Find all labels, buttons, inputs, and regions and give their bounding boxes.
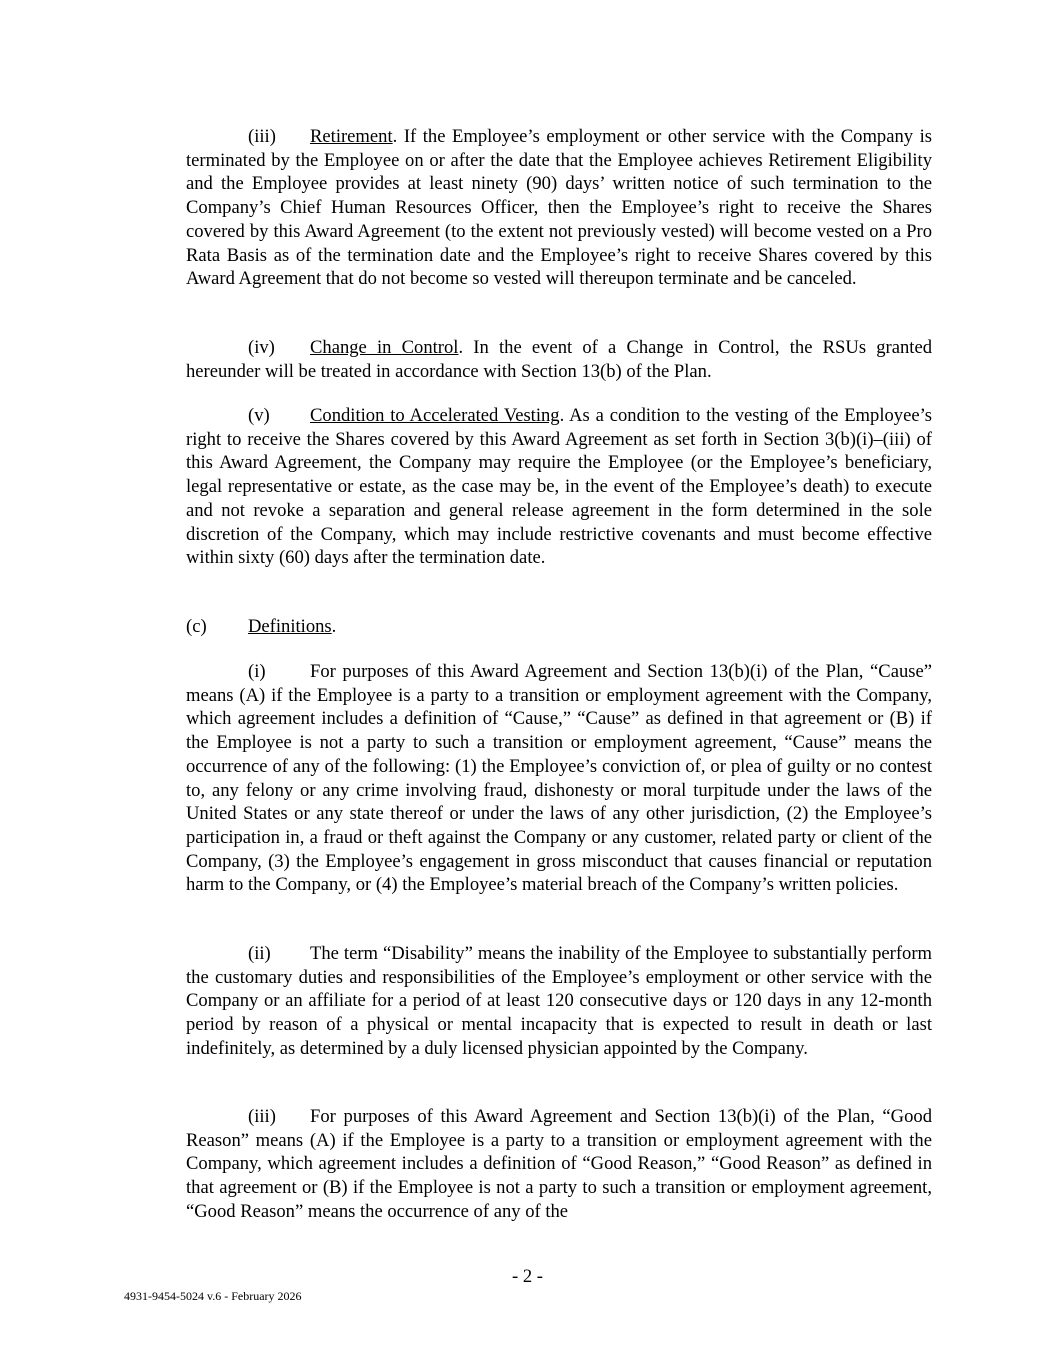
paragraph-cause-definition <box>186 660 932 897</box>
paragraph-good-reason-definition <box>186 1105 932 1224</box>
section-text: . <box>331 616 337 637</box>
paragraph-number: (i) <box>248 661 266 682</box>
page-number: - 2 - <box>512 1266 543 1287</box>
document-id: 4931-9454-5024 v.6 - February 2026 <box>124 1289 302 1303</box>
paragraph-text: For purposes of this Award Agreement and Section 13(b)(i) of the Plan, “Cause” means (A) if the Employee is a party to a transition or employment agreement with the Company, which agreement includes a definition of “Cause,” “Cause” as defined in that agreement or (B) if the Employee is not a party to such a transition or employment agreement, “Cause” means the occurrence of any of the following: (1) the Employee’s conviction of, or plea of guilty or no contest to, any felony or any crime involving fraud, dishonesty or moral turpitude under the laws of the United States or any state thereof or under the laws of any other jurisdiction, (2) the Employee’s participation in, a fraud or theft against the Company or any customer, related party or client of the Company, (3) the Employee’s engagement in gross misconduct that causes financial or reputation harm to the Company, or (4) the Employee’s material breach of the Company’s written policies. <box>186 661 932 896</box>
paragraph-text: For purposes of this Award Agreement and Section 13(b)(i) of the Plan, “Good Reason” means (A) if the Employee is a party to a transition or employment agreement with the Company, which agreement includes a definition of “Good Reason,” “Good Reason” as defined in that agreement or (B) if the Employee is not a party to such a transition or employment agreement, “Good Reason” means the occurrence of any of the <box>186 1106 932 1222</box>
paragraph-heading: Change in Control <box>310 337 459 358</box>
paragraph-number: (iii) <box>248 1106 276 1127</box>
section-number: (c) <box>186 616 207 637</box>
paragraph-disability-definition <box>186 942 932 1061</box>
paragraph-retirement <box>186 125 932 291</box>
paragraph-text: . In the event of a Change in Control, the RSUs granted hereunder will be treated in accordance with Section 13(b) of the Plan. <box>186 337 932 382</box>
paragraph-number: (iv) <box>248 337 275 358</box>
paragraph-text: . As a condition to the vesting of the Employee’s right to receive the Shares covered by this Award Agreement as set forth in Section 3(b)(i)–(iii) of this Award Agreement, the Company may require the Employee (or the Employee’s beneficiary, legal representative or estate, as the case may be, in the event of the Employee’s death) to execute and not revoke a separation and general release agreement in the form determined in the sole discretion of the Company, which may include restrictive covenants and must become effective within sixty (60) days after the termination date. <box>186 405 932 569</box>
section-heading: Definitions <box>248 616 332 637</box>
paragraph-number: (iii) <box>248 126 276 147</box>
paragraph-text: . If the Employee’s employment or other service with the Company is terminated by the Employee on or after the date that the Employee achieves Retirement Eligibility and the Employee provides at least ninety (90) days’ written notice of such termination to the Company’s Chief Human Resources Officer, then the Employee’s right to receive the Shares covered by this Award Agreement (to the extent not previously vested) will become vested on a Pro Rata Basis as of the termination date and the Employee’s right to receive Shares covered by this Award Agreement that do not become so vested will thereupon terminate and be canceled. <box>186 126 932 290</box>
paragraph-text: The term “Disability” means the inability of the Employee to substantially perform the customary duties and responsibilities of the Employee’s employment or other service with the Company or an affiliate for a period of at least 120 consecutive days or 120 days in any 12-month period by reason of a physical or mental incapacity that is expected to result in death or last indefinitely, as determined by a duly licensed physician appointed by the Company. <box>186 943 932 1059</box>
paragraph-change-in-control <box>186 336 932 383</box>
paragraph-number: (ii) <box>248 943 271 964</box>
paragraph-number: (v) <box>248 405 270 426</box>
paragraph-heading: Retirement <box>310 126 393 147</box>
paragraph-condition-to-accelerated-vesting <box>186 404 932 570</box>
section-definitions <box>186 615 932 639</box>
paragraph-heading: Condition to Accelerated Vesting <box>310 405 560 426</box>
